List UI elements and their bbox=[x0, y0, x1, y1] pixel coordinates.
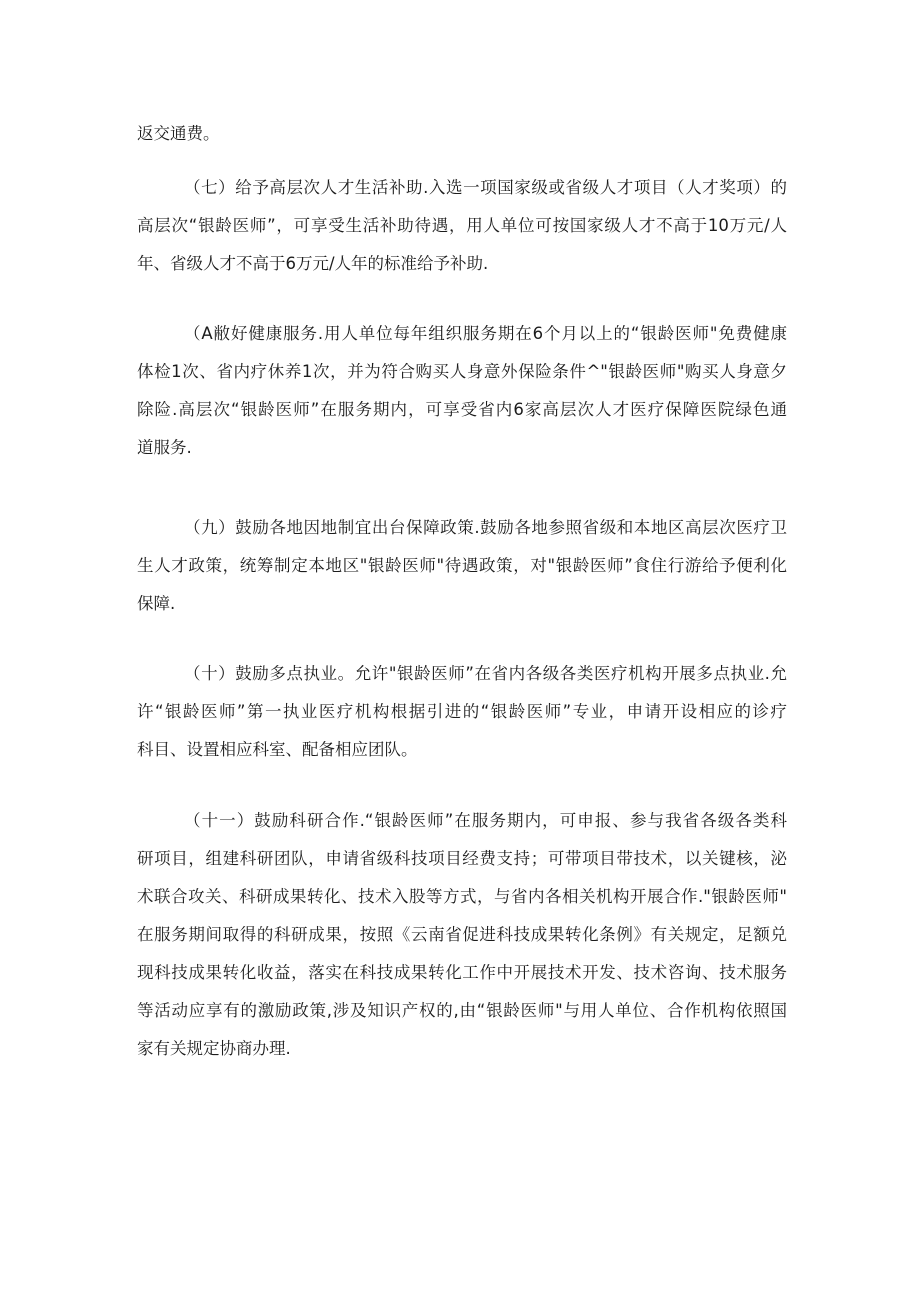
text-line: 年、省级人才不高于6万元/人年的标准给予补助. bbox=[137, 254, 489, 273]
text-line: 等活动应享有的激励政策,涉及知识产权的,由“银龄医师"与用人单位、合作机构依照国 bbox=[137, 1001, 787, 1020]
text-line: 科目、设置相应科室、配备相应团队。 bbox=[137, 740, 418, 759]
text-line: （七）给予高层次人才生活补助.入选一项国家级或省级人才项目（人才奖项）的 bbox=[184, 178, 787, 197]
text-line: 除险.高层次“银龄医师”在服务期内，可享受省内6家高层次人才医疗保障医院绿色通 bbox=[137, 400, 787, 419]
text-line: （十一）鼓励科研合作.“银龄医师”在服务期内，可申报、参与我省各级各类科 bbox=[184, 811, 787, 830]
paragraph-7-living-allowance bbox=[137, 169, 787, 283]
text-line: 保障. bbox=[137, 594, 176, 613]
text-line: 生人才政策，统筹制定本地区"银龄医师"待遇政策，对"银龄医师”食住行游给予便利化 bbox=[137, 556, 787, 575]
text-line: （九）鼓励各地因地制宜出台保障政策.鼓励各地参照省级和本地区高层次医疗卫 bbox=[184, 518, 787, 537]
text-line: 高层次“银龄医师”，可享受生活补助待遇，用人单位可按国家级人才不高于10万元/人 bbox=[137, 216, 787, 235]
text-line: 现科技成果转化收益，落实在科技成果转化工作中开展技术开发、技术咨询、技术服务 bbox=[137, 963, 787, 982]
paragraph-10-multi-site-practice bbox=[137, 655, 787, 769]
text-line: 家有关规定协商办理. bbox=[137, 1039, 291, 1058]
paragraph-9-local-policies bbox=[137, 509, 787, 623]
text-line: 体检1次、省内疗休养1次，并为符合购买人身意外保险条件^"银龄医师"购买人身意夕 bbox=[137, 362, 787, 381]
text-line: （十）鼓励多点执业。允许"银龄医师”在省内各级各类医疗机构开展多点执业.允 bbox=[184, 664, 787, 683]
text-line: 道服务. bbox=[137, 438, 192, 457]
text-line: 术联合攻关、科研成果转化、技术入股等方式，与省内各相关机构开展合作."银龄医师" bbox=[137, 887, 787, 906]
text-line: 研项目，组建科研团队，申请省级科技项目经费支持；可带项目带技术，以关键核，泌 bbox=[137, 849, 787, 868]
text-line: 在服务期间取得的科研成果，按照《云南省促进科技成果转化条例》有关规定，足额兑 bbox=[137, 925, 787, 944]
text-line: 返交通费。 bbox=[137, 124, 220, 143]
paragraph-11-research-cooperation bbox=[137, 802, 787, 1068]
text-line: （A敝好健康服务.用人单位每年组织服务期在6个月以上的“银龄医师"免费健康 bbox=[184, 324, 787, 343]
text-line: 许“银龄医师”第一执业医疗机构根据引进的“银龄医师”专业，申请开设相应的诊疗 bbox=[137, 702, 787, 721]
paragraph-travel-expenses-tail bbox=[137, 115, 787, 153]
paragraph-8-health-services bbox=[137, 315, 787, 467]
